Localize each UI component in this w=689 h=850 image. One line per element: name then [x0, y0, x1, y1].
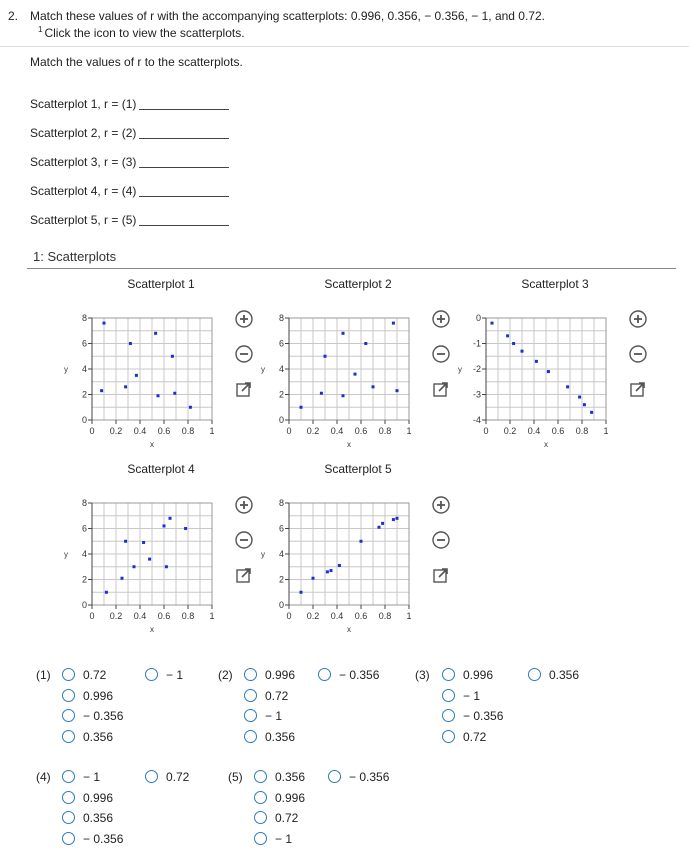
y-axis-label: y — [64, 365, 68, 374]
data-point — [157, 394, 160, 397]
x-tick-label: 0 — [483, 426, 489, 436]
data-point — [300, 591, 303, 594]
option-4-2[interactable] — [62, 790, 113, 806]
option-5-4[interactable] — [254, 831, 292, 847]
data-point — [103, 322, 106, 325]
radio-button[interactable] — [254, 791, 267, 804]
y-tick-label: 6 — [278, 338, 284, 349]
answer-blank — [139, 167, 229, 168]
data-point — [324, 355, 327, 358]
x-tick-label: 0.2 — [503, 426, 517, 436]
x-tick-label: 0.6 — [551, 426, 565, 436]
zoom-out-icon[interactable] — [235, 345, 253, 363]
option-label: − 1 — [83, 770, 101, 784]
data-point — [372, 385, 375, 388]
x-tick-label: 0 — [286, 426, 292, 436]
radio-button[interactable] — [254, 770, 267, 783]
x-tick-label: 1 — [406, 611, 412, 621]
data-point — [326, 570, 329, 573]
option-2-1[interactable] — [244, 667, 295, 683]
scatterplot-5-title: Scatterplot 5 — [324, 462, 392, 476]
x-tick-label: 0.2 — [306, 426, 320, 436]
option-label: 0.72 — [275, 811, 299, 825]
x-tick-label: 0.2 — [109, 426, 123, 436]
answer-label: Scatterplot 3, r = (3) — [30, 155, 137, 169]
answer-line-4 — [30, 184, 229, 198]
question-number: 2. — [8, 9, 19, 23]
data-point — [566, 385, 569, 388]
data-point — [354, 373, 357, 376]
zoom-in-icon[interactable] — [629, 310, 647, 328]
zoom-out-icon[interactable] — [235, 531, 253, 549]
data-point — [578, 396, 581, 399]
section-divider — [27, 268, 676, 269]
radio-button[interactable] — [254, 811, 267, 824]
grid — [486, 318, 606, 420]
option-label: 0.72 — [166, 770, 190, 784]
radio-button[interactable] — [62, 791, 75, 804]
option-1-3[interactable] — [62, 708, 123, 724]
option-1-4[interactable] — [62, 729, 113, 745]
y-tick-label: -3 — [472, 389, 481, 400]
answer-line-2 — [30, 126, 229, 140]
radio-button[interactable] — [244, 689, 257, 702]
radio-button[interactable] — [442, 709, 455, 722]
x-axis-label: x — [150, 440, 154, 449]
data-point — [124, 385, 127, 388]
data-point — [320, 392, 323, 395]
x-tick-label: 1 — [406, 426, 412, 436]
data-point — [142, 541, 145, 544]
y-tick-label: -1 — [472, 338, 481, 349]
data-point — [506, 334, 509, 337]
option-5-3[interactable] — [254, 810, 298, 826]
scatterplot-3 — [444, 300, 624, 450]
y-axis-label: y — [261, 365, 265, 374]
data-point — [105, 591, 108, 594]
radio-button[interactable] — [442, 730, 455, 743]
radio-button[interactable] — [442, 689, 455, 702]
answer-line-5 — [30, 213, 229, 227]
option-label: 0.996 — [83, 689, 114, 703]
data-point — [129, 342, 132, 345]
option-3-1[interactable] — [442, 667, 493, 683]
data-point — [392, 518, 395, 521]
option-2-4[interactable] — [244, 729, 295, 745]
x-axis-label: x — [544, 440, 548, 449]
radio-button[interactable] — [62, 770, 75, 783]
data-point — [300, 406, 303, 409]
y-tick-label: 4 — [81, 364, 87, 374]
radio-button[interactable] — [62, 730, 75, 743]
data-point — [163, 524, 166, 527]
x-tick-label: 0.4 — [133, 426, 147, 436]
option-5-1[interactable] — [254, 769, 305, 785]
x-tick-label: 0 — [89, 611, 95, 621]
radio-button[interactable] — [244, 668, 257, 681]
option-3-4[interactable] — [442, 729, 486, 745]
answer-blank — [139, 138, 229, 139]
y-tick-label: 4 — [81, 549, 87, 559]
y-axis-label: y — [261, 550, 265, 559]
y-tick-label: 0 — [278, 600, 284, 610]
divider — [0, 46, 689, 47]
scatterplot-1-title: Scatterplot 1 — [127, 277, 195, 291]
y-tick-label: 0 — [278, 415, 284, 425]
y-tick-label: 8 — [81, 313, 87, 323]
option-group-label: (4) — [36, 770, 51, 784]
question-footnote[interactable] — [38, 25, 245, 40]
option-label: − 1 — [166, 668, 184, 682]
data-point — [121, 577, 124, 580]
radio-button[interactable] — [62, 668, 75, 681]
answer-label: Scatterplot 1, r = (1) — [30, 97, 137, 111]
radio-button[interactable] — [328, 770, 341, 783]
option-label: − 0.356 — [83, 709, 124, 723]
option-label: − 0.356 — [463, 709, 504, 723]
data-point — [124, 540, 127, 543]
y-tick-label: -2 — [472, 364, 481, 374]
x-tick-label: 0.8 — [378, 611, 392, 621]
answer-label: Scatterplot 5, r = (5) — [30, 213, 137, 227]
x-tick-label: 0.6 — [354, 426, 368, 436]
answer-line-3 — [30, 155, 229, 169]
scatterplot-3-title: Scatterplot 3 — [521, 277, 589, 291]
x-tick-label: 0.8 — [575, 426, 589, 436]
x-tick-label: 0.4 — [527, 426, 541, 436]
data-point — [342, 332, 345, 335]
x-axis-label: x — [347, 440, 351, 449]
zoom-out-icon[interactable] — [432, 345, 450, 363]
popout-icon[interactable] — [432, 566, 450, 584]
grid — [289, 503, 409, 605]
option-1-2[interactable] — [62, 688, 113, 704]
answer-blank — [139, 109, 229, 110]
answer-line-1 — [30, 97, 229, 111]
popout-icon[interactable] — [432, 380, 450, 398]
data-point — [378, 526, 381, 529]
zoom-out-icon[interactable] — [432, 531, 450, 549]
data-point — [491, 322, 494, 325]
y-tick-label: 8 — [81, 498, 87, 508]
option-1-1[interactable] — [62, 667, 106, 683]
zoom-in-icon[interactable] — [235, 496, 253, 514]
option-label: 0.356 — [275, 770, 306, 784]
data-point — [330, 569, 333, 572]
data-point — [184, 527, 187, 530]
data-point — [169, 517, 172, 520]
scatterplot-5 — [247, 485, 427, 635]
zoom-out-icon[interactable] — [629, 345, 647, 363]
radio-button[interactable] — [62, 811, 75, 824]
option-label: 0.356 — [83, 811, 114, 825]
radio-button[interactable] — [254, 832, 267, 845]
x-tick-label: 0.2 — [306, 611, 320, 621]
option-label: − 1 — [275, 832, 293, 846]
x-tick-label: 0 — [286, 611, 292, 621]
y-tick-label: 0 — [81, 415, 87, 425]
option-label: − 1 — [265, 709, 283, 723]
data-point — [583, 403, 586, 406]
data-point — [590, 411, 593, 414]
data-point — [521, 350, 524, 353]
section-title: 1: Scatterplots — [33, 249, 117, 264]
data-point — [100, 389, 103, 392]
grid — [92, 318, 212, 420]
zoom-in-icon[interactable] — [432, 310, 450, 328]
x-tick-label: 0.6 — [157, 611, 171, 621]
answer-blank — [139, 225, 229, 226]
radio-button[interactable] — [244, 730, 257, 743]
radio-button[interactable] — [62, 709, 75, 722]
option-label: 0.996 — [83, 791, 114, 805]
data-point — [148, 558, 151, 561]
data-point — [165, 565, 168, 568]
scatterplot-2 — [247, 300, 427, 450]
option-label: − 0.356 — [83, 832, 124, 846]
option-3-3[interactable] — [442, 708, 503, 724]
option-label: 0.996 — [265, 668, 296, 682]
option-label: 0.996 — [275, 791, 306, 805]
y-tick-label: 8 — [278, 498, 284, 508]
option-label: 0.356 — [83, 730, 114, 744]
option-1-5[interactable] — [145, 667, 183, 683]
data-point — [312, 577, 315, 580]
y-tick-label: 4 — [278, 364, 284, 374]
x-axis-label: x — [347, 625, 351, 634]
data-point — [547, 370, 550, 373]
data-point — [396, 517, 399, 520]
radio-button[interactable] — [528, 668, 541, 681]
x-tick-label: 0.6 — [354, 611, 368, 621]
option-group-label: (5) — [228, 770, 243, 784]
x-tick-label: 1 — [603, 426, 609, 436]
option-5-2[interactable] — [254, 790, 305, 806]
x-tick-label: 0.8 — [378, 426, 392, 436]
option-label: 0.996 — [463, 668, 494, 682]
y-axis-label: y — [458, 365, 462, 374]
question-text: Match these values of r with the accompanying scatterplots: 0.996, 0.356, − 0.356, − 1, and 0.72. — [30, 9, 545, 23]
option-label: 0.72 — [83, 668, 107, 682]
answer-label: Scatterplot 4, r = (4) — [30, 184, 137, 198]
data-point — [189, 406, 192, 409]
grid — [92, 503, 212, 605]
option-2-3[interactable] — [244, 708, 282, 724]
y-tick-label: 0 — [81, 600, 87, 610]
x-tick-label: 0.8 — [181, 611, 195, 621]
y-tick-label: 2 — [81, 389, 87, 400]
radio-button[interactable] — [62, 689, 75, 702]
scatterplot-2-title: Scatterplot 2 — [324, 277, 392, 291]
y-tick-label: 2 — [278, 389, 284, 400]
data-point — [338, 564, 341, 567]
popout-icon[interactable] — [235, 380, 253, 398]
x-axis-label: x — [150, 625, 154, 634]
scatterplot-4-title: Scatterplot 4 — [127, 462, 195, 476]
x-tick-label: 1 — [209, 611, 215, 621]
option-4-4[interactable] — [62, 831, 123, 847]
y-tick-label: 0 — [475, 313, 481, 323]
data-point — [364, 342, 367, 345]
x-tick-label: 0.4 — [330, 611, 344, 621]
data-point — [396, 389, 399, 392]
answer-label: Scatterplot 2, r = (2) — [30, 126, 137, 140]
option-label: 0.356 — [265, 730, 296, 744]
option-label: 0.72 — [265, 689, 289, 703]
instruction: Match the values of r to the scatterplots. — [30, 55, 243, 69]
x-tick-label: 0 — [89, 426, 95, 436]
radio-button[interactable] — [318, 668, 331, 681]
x-tick-label: 0.6 — [157, 426, 171, 436]
option-2-2[interactable] — [244, 688, 288, 704]
option-label: 0.72 — [463, 730, 487, 744]
x-tick-label: 0.8 — [181, 426, 195, 436]
popout-icon[interactable] — [235, 566, 253, 584]
data-point — [173, 392, 176, 395]
radio-button[interactable] — [442, 668, 455, 681]
y-tick-label: -4 — [472, 415, 481, 425]
footnote-text: Click the icon to view the scatterplots. — [44, 26, 245, 40]
x-tick-label: 0.2 — [109, 611, 123, 621]
y-axis-label: y — [64, 550, 68, 559]
data-point — [135, 374, 138, 377]
option-label: − 1 — [463, 689, 481, 703]
data-point — [154, 332, 157, 335]
data-point — [535, 360, 538, 363]
option-4-5[interactable] — [145, 769, 189, 785]
data-point — [171, 355, 174, 358]
answer-blank — [139, 196, 229, 197]
radio-button[interactable] — [145, 770, 158, 783]
grid — [289, 318, 409, 420]
data-point — [512, 342, 515, 345]
x-tick-label: 0.4 — [133, 611, 147, 621]
radio-button[interactable] — [244, 709, 257, 722]
option-3-5[interactable] — [528, 667, 579, 683]
scatterplot-4 — [50, 485, 230, 635]
option-3-2[interactable] — [442, 688, 480, 704]
scatterplot-1 — [50, 300, 230, 450]
y-tick-label: 6 — [81, 523, 87, 534]
y-tick-label: 4 — [278, 549, 284, 559]
y-tick-label: 6 — [278, 523, 284, 534]
y-tick-label: 6 — [81, 338, 87, 349]
option-label: − 0.356 — [339, 668, 380, 682]
option-5-5[interactable] — [328, 769, 389, 785]
data-point — [342, 394, 345, 397]
y-tick-label: 2 — [278, 574, 284, 585]
y-tick-label: 8 — [278, 313, 284, 323]
option-label: 0.356 — [549, 668, 580, 682]
zoom-in-icon[interactable] — [432, 496, 450, 514]
option-group-label: (3) — [415, 668, 430, 682]
x-tick-label: 1 — [209, 426, 215, 436]
y-tick-label: 2 — [81, 574, 87, 585]
zoom-in-icon[interactable] — [235, 310, 253, 328]
radio-button[interactable] — [62, 832, 75, 845]
option-4-1[interactable] — [62, 769, 100, 785]
option-label: − 0.356 — [349, 770, 390, 784]
x-tick-label: 0.4 — [330, 426, 344, 436]
data-point — [381, 522, 384, 525]
option-group-label: (1) — [36, 668, 51, 682]
option-4-3[interactable] — [62, 810, 113, 826]
option-group-label: (2) — [218, 668, 233, 682]
footnote-mark: 1 — [38, 25, 43, 34]
data-point — [392, 322, 395, 325]
data-point — [133, 565, 136, 568]
data-point — [360, 540, 363, 543]
option-2-5[interactable] — [318, 667, 379, 683]
radio-button[interactable] — [145, 668, 158, 681]
popout-icon[interactable] — [629, 380, 647, 398]
